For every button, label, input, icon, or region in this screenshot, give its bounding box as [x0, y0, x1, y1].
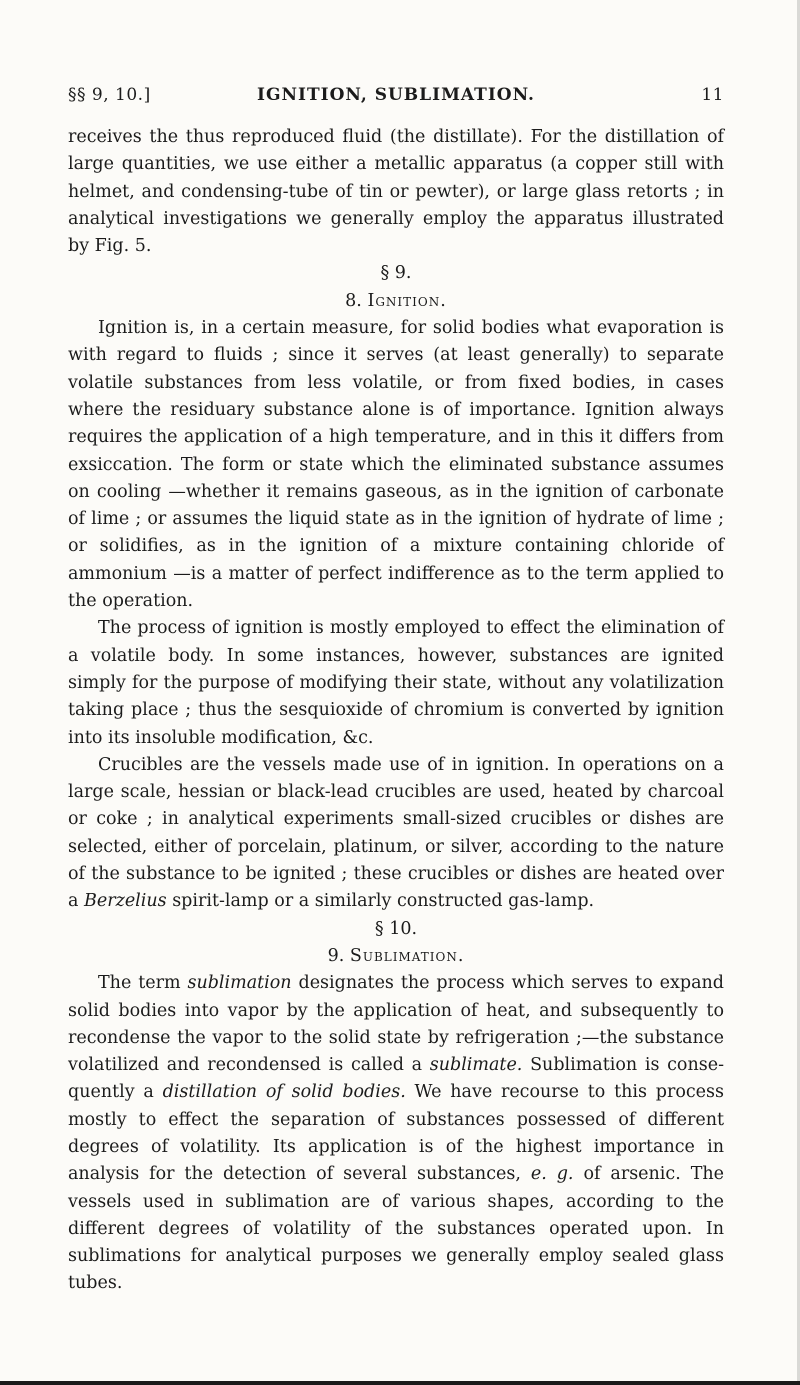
heading-number: 8. [345, 290, 362, 311]
heading-text: Sublimation. [349, 945, 465, 966]
paragraph-text: designates the process which serves to expand solid bodies into vapor by the application of heat, and subsequently to recondense the vapor to the solid state by refrigeration ;—the substance volatilized and recondensed is called a [68, 973, 724, 1076]
paragraph: The process of ignition is mostly employed to effect the elimination of a volatile body. In some instances, however, substances are ignited simply for the purpose of modifying their state, without any volatilization taking place ; thus the sesquioxide of chromium is converted by ignition into its insoluble modification, &c. [68, 618, 724, 748]
section-mark-10: § 10. [374, 918, 418, 939]
heading-text: Ignition. [367, 290, 447, 311]
italic-term: sublimate. [429, 1055, 523, 1076]
header-title: IGNITION, SUBLIMATION. [257, 85, 535, 105]
italic-term: e. g. [530, 1164, 574, 1185]
paragraph [68, 752, 724, 916]
section-heading-sublimation [68, 943, 724, 970]
header-section-ref: §§ 9, 10.] [68, 85, 151, 105]
page-number: 11 [701, 85, 724, 105]
paragraph-intro: receives the thus reproduced fluid (the distillate). For the distillation of large quantities, we use either a metallic apparatus (a copper still with helmet, and condensing-tube of tin or pewter), or large glass retorts ; in analytical investigations we generally employ the apparatus illustrated by Fig. 5. [68, 127, 724, 257]
paragraph-text: of arsenic. The vessels used in sublimation are of various shapes, according to the different degrees of volatility of the substances operated upon. In sublimations for analytical purposes we generally employ sealed glass tubes. [68, 1164, 724, 1294]
section-mark-9: § 9. [380, 263, 412, 284]
scan-edge-bottom [0, 1381, 800, 1385]
paragraph-text: The term [98, 973, 181, 994]
running-header [68, 85, 724, 109]
paragraph [68, 970, 724, 1298]
paragraph-text: Sublimation is consequently a [68, 1055, 724, 1103]
heading-number: 9. [327, 945, 345, 966]
paragraph-text: spirit-lamp or a similarly constructed gas-lamp. [172, 891, 595, 912]
body-text [68, 124, 724, 1298]
paragraph-text: Crucibles are the vessels made use of in ignition. In operations on a large scale, hessian or black-lead crucibles are used, heated by charcoal or coke ; in analytical experiments small-sized crucibles or dishes are selected, either of porcelain, platinum, or silver, according to the nature of the substance to be ignited ; these crucibles or dishes are heated over a [68, 754, 724, 912]
paragraph-text: We have recourse to this process mostly to effect the separation of substances possessed of different degrees of volatility. Its application is of the highest importance in analysis for the detection of several substances, [68, 1082, 724, 1185]
italic-term: sublimation [187, 973, 292, 994]
section-heading-ignition [68, 288, 724, 315]
paragraph: Ignition is, in a certain measure, for solid bodies what evaporation is with regard to fluids ; since it serves (at least generally) to separate volatile substances from less volatile, or from fixed bodies, in cases where the residuary substance alone is of importance. Ignition always requires the application of a high temperature, and in this it differs from exsiccation. The form or state which the eliminated substance assumes on cooling —whether it remains gaseous, as in the ignition of carbonate of lime ; or assumes the liquid state as in the ignition of hydrate of lime ; or solidifies, as in the ignition of a mixture containing chloride of ammonium —is a matter of perfect indifference as to the term applied to the operation. [68, 318, 724, 612]
italic-term: Berzelius [84, 891, 167, 912]
italic-term: distillation of solid bodies. [162, 1082, 406, 1103]
